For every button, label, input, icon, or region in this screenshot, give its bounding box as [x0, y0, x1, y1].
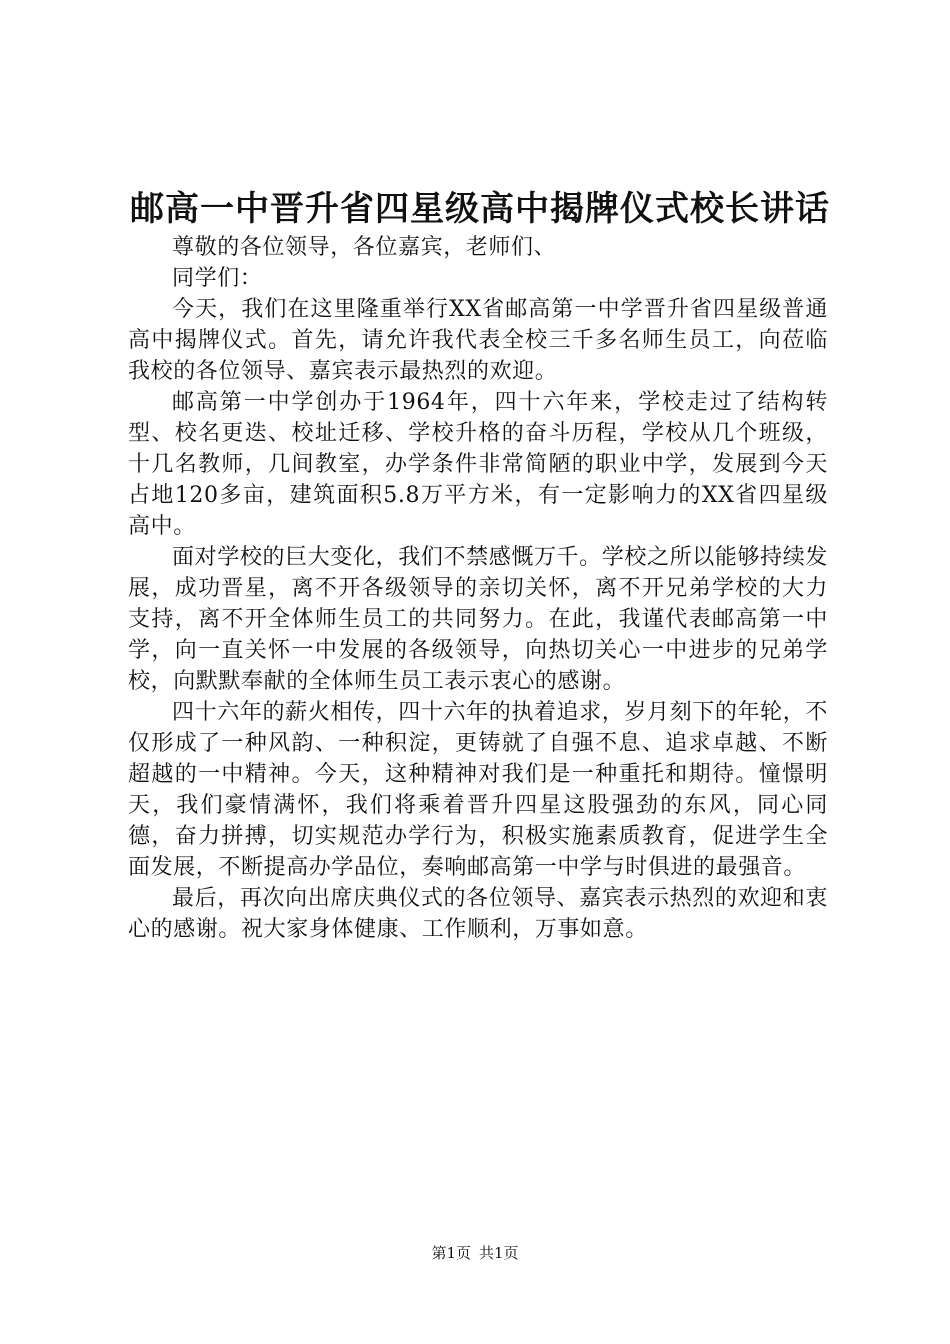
greeting-line-2: 同学们： — [172, 266, 263, 291]
paragraph-history: 邮高第一中学创办于1964年，四十六年来，学校走过了结构转型、校名更迭、校址迁移、学校升格的奋斗历程，学校从几个班级，十几名教师，几间教室，办学条件非常简陋的职业中学，发展到今天占地120多亩，建筑面积5.8万平方米，有一定影响力的XX省四星级高中。 — [128, 390, 828, 539]
document-body — [128, 232, 828, 945]
page-number: 第1页 — [431, 1244, 471, 1262]
greeting-line-1: 尊敬的各位领导，各位嘉宾，老师们、 — [172, 235, 557, 260]
document-title: 邮高一中晋升省四星级高中揭牌仪式校长讲话 — [130, 189, 830, 229]
page-footer — [0, 1243, 950, 1263]
paragraph-closing: 最后，再次向出席庆典仪式的各位领导、嘉宾表示热烈的欢迎和衷心的感谢。祝大家身体健康、工作顺利，万事如意。 — [128, 886, 828, 942]
paragraph-opening: 今天，我们在这里隆重举行XX省邮高第一中学晋升省四星级普通高中揭牌仪式。首先，请允许我代表全校三千多名师生员工，向莅临我校的各位领导、嘉宾表示最热烈的欢迎。 — [128, 297, 828, 384]
paragraph-thanks: 面对学校的巨大变化，我们不禁感慨万千。学校之所以能够持续发展，成功晋星，离不开各级领导的亲切关怀，离不开兄弟学校的大力支持，离不开全体师生员工的共同努力。在此，我谨代表邮高第一中学，向一直关怀一中发展的各级领导，向热切关心一中进步的兄弟学校，向默默奉献的全体师生员工表示衷心的感谢。 — [128, 545, 828, 694]
page-total: 共1页 — [479, 1244, 519, 1262]
paragraph-spirit: 四十六年的薪火相传，四十六年的执着追求，岁月刻下的年轮，不仅形成了一种风韵、一种积淀，更铸就了自强不息、追求卓越、不断超越的一中精神。今天，这种精神对我们是一种重托和期待。憧憬明天，我们豪情满怀，我们将乘着晋升四星这股强劲的东风，同心同德，奋力拼搏，切实规范办学行为，积极实施素质教育，促进学生全面发展，不断提高办学品位，奏响邮高第一中学与时俱进的最强音。 — [128, 700, 828, 880]
